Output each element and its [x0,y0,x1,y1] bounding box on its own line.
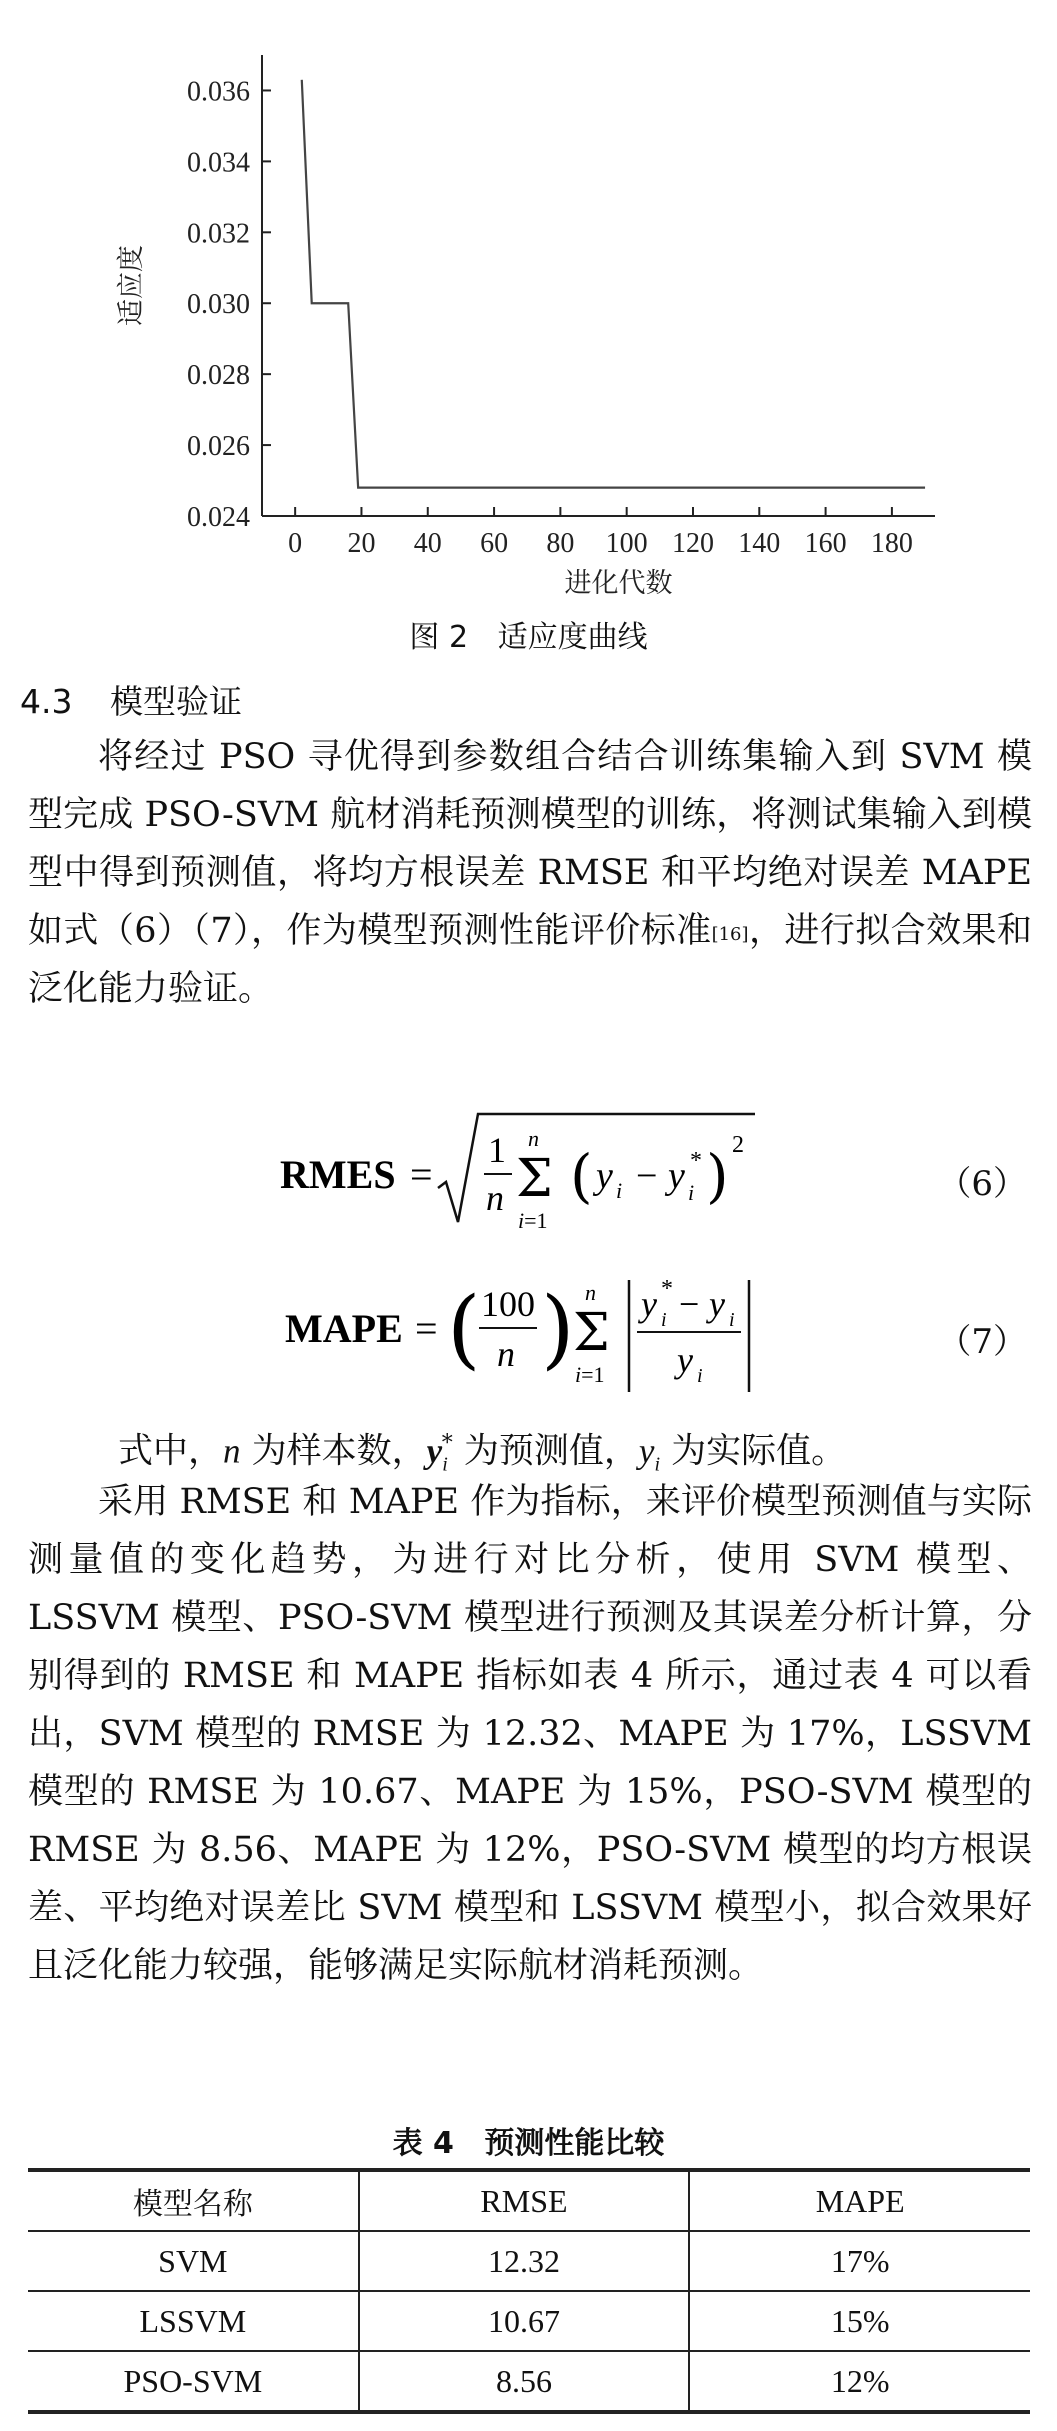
table-row [28,2291,1030,2351]
var-y: y [638,1431,655,1471]
x-tick-label: 140 [738,528,781,559]
svg-text:−: − [679,1284,700,1324]
svg-text:y: y [677,1340,693,1380]
variable-definitions: 式中，n 为样本数，$y_i^*$ 为预测值，$y_i$ 为实际值。 [118,1431,847,1476]
equation-7-number: （7） [937,1322,1027,1362]
var-y-desc: 为实际值。 [660,1431,847,1472]
svg-text:−: − [636,1155,658,1197]
y-tick-label: 0.024 [187,502,250,533]
svg-text:y: y [709,1284,725,1324]
x-tick-label: 60 [480,528,509,559]
y-tick-label: 0.034 [187,147,250,179]
svg-text:(: ( [570,1142,593,1210]
fitness-curve-chart [0,0,1057,600]
section-number: 4.3 [20,682,73,721]
x-tick-label: 0 [288,528,303,559]
header-mape: MAPE [689,2170,1030,2231]
figure-caption [0,612,1057,656]
table-row [28,2351,1030,2412]
svg-text:i: i [688,1180,695,1205]
cell-mape: 17% [689,2231,1030,2291]
x-tick-label: 40 [413,528,442,559]
section-heading [20,676,242,723]
cell-model: SVM [28,2231,359,2291]
equation-6-number: （6） [937,1164,1027,1204]
paragraph-1 [28,728,1032,1018]
svg-text:=: = [415,1306,438,1351]
header-rmse: RMSE [359,2170,690,2231]
series-line [302,80,925,488]
cell-rmse: 10.67 [359,2291,690,2351]
svg-text:i: i [697,1365,703,1387]
cell-mape: 12% [689,2351,1030,2412]
paragraph-1-tail: ，进行拟合效果和泛化能力验证。 [28,911,1032,1009]
x-tick-label: 160 [804,528,847,559]
paragraph-2: 采用 RMSE 和 MAPE 作为指标，来评价模型预测值与实际测量值的变化趋势，为进行对比分析，使用 SVM 模型、LSSVM 模型、PSO-SVM 模型进行预测及其误差分析计算，分别得到的 RMSE 和 MAPE 指标如表 4 所示，通过表 4 可以看出，SVM 模型的 RMSE 为 12.32、MAPE 为 17%，LSSVM 模型的 RMSE 为 10.67、MAPE 为 15%，PSO-SVM 模型的 RMSE 为 8.56、MAPE 为 12%，PSO-SVM 模型的均方根误差、平均绝对误差比 SVM 模型和 LSSVM 模型小，拟合效果好且泛化能力较强，能够满足实际航材消耗预测。 [28,1482,1032,1986]
equation-6-lhs: RMES [280,1152,396,1197]
svg-text:=: = [410,1152,433,1197]
section-title: 模型验证 [110,682,242,721]
svg-text:*: * [690,1148,702,1174]
series-layer [302,80,925,488]
x-axis-label: 进化代数 [564,568,673,599]
equation-6 [0,1110,1057,1240]
y-tick-label: 0.036 [187,76,250,108]
cell-model: PSO-SVM [28,2351,359,2412]
table-caption [0,2118,1057,2162]
table-title: 预测性能比较 [484,2126,665,2161]
x-tick-label: 20 [347,528,376,559]
svg-text:n: n [585,1280,596,1305]
svg-text:i=1: i=1 [518,1208,548,1233]
figure-title: 适应度曲线 [497,620,648,655]
x-axis-ticks [288,507,913,559]
citation: [16] [711,924,749,945]
table-row [28,2231,1030,2291]
svg-text:n: n [486,1178,504,1218]
svg-text:2: 2 [732,1132,744,1158]
y-axis-label: 适应度 [116,245,147,326]
var-y-star: y [426,1431,443,1471]
figure-number: 图 2 [409,620,469,655]
x-tick-label: 100 [605,528,648,559]
cell-rmse: 8.56 [359,2351,690,2412]
x-tick-label: 120 [671,528,714,559]
equation-6-formula [280,1110,780,1240]
y-tick-label: 0.032 [187,218,250,250]
x-tick-label: 180 [870,528,913,559]
table-header-row [28,2170,1030,2231]
y-axis-ticks [187,76,271,533]
x-tick-label: 80 [546,528,575,559]
y-tick-label: 0.030 [187,289,250,321]
svg-text:i: i [661,1309,667,1331]
svg-text:y: y [596,1155,613,1197]
svg-text:1: 1 [488,1130,506,1170]
header-model-name: 模型名称 [28,2170,359,2231]
var-y-star-desc: 为预测值， [452,1431,639,1472]
performance-table [28,2168,1030,2414]
equation-7 [0,1262,1057,1402]
svg-text:y: y [668,1155,685,1197]
paragraph-1-text: 将经过 PSO 寻优得到参数组合结合训练集输入到 SVM 模型完成 PSO-SVM 航材消耗预测模型的训练，将测试集输入到模型中得到预测值，将均方根误差 RMSE 和平均绝对误差 MAPE 如式（6）（7），作为模型预测性能评价标准 [28,737,1032,951]
where-prefix: 式中， [118,1431,224,1472]
svg-text:y: y [641,1284,657,1324]
svg-text:i: i [616,1178,623,1203]
svg-text:i=1: i=1 [575,1362,605,1387]
equation-7-formula [285,1262,785,1402]
svg-text:Σ: Σ [516,1149,553,1209]
y-tick-label: 0.026 [187,431,250,463]
table-number: 表 4 [392,2126,454,2161]
svg-text:100: 100 [481,1284,535,1324]
var-n-desc: 为样本数， [240,1431,427,1472]
svg-text:): ) [541,1279,575,1379]
svg-text:*: * [661,1276,673,1302]
svg-text:i: i [729,1309,735,1331]
y-tick-label: 0.028 [187,360,250,392]
cell-model: LSSVM [28,2291,359,2351]
svg-text:(: ( [447,1279,481,1379]
svg-text:Σ: Σ [573,1303,610,1363]
cell-rmse: 12.32 [359,2231,690,2291]
var-n: n [223,1431,241,1471]
equation-7-lhs: MAPE [285,1306,403,1351]
svg-text:n: n [528,1126,539,1151]
svg-text:n: n [497,1334,515,1374]
svg-text:): ) [706,1142,729,1210]
cell-mape: 15% [689,2291,1030,2351]
